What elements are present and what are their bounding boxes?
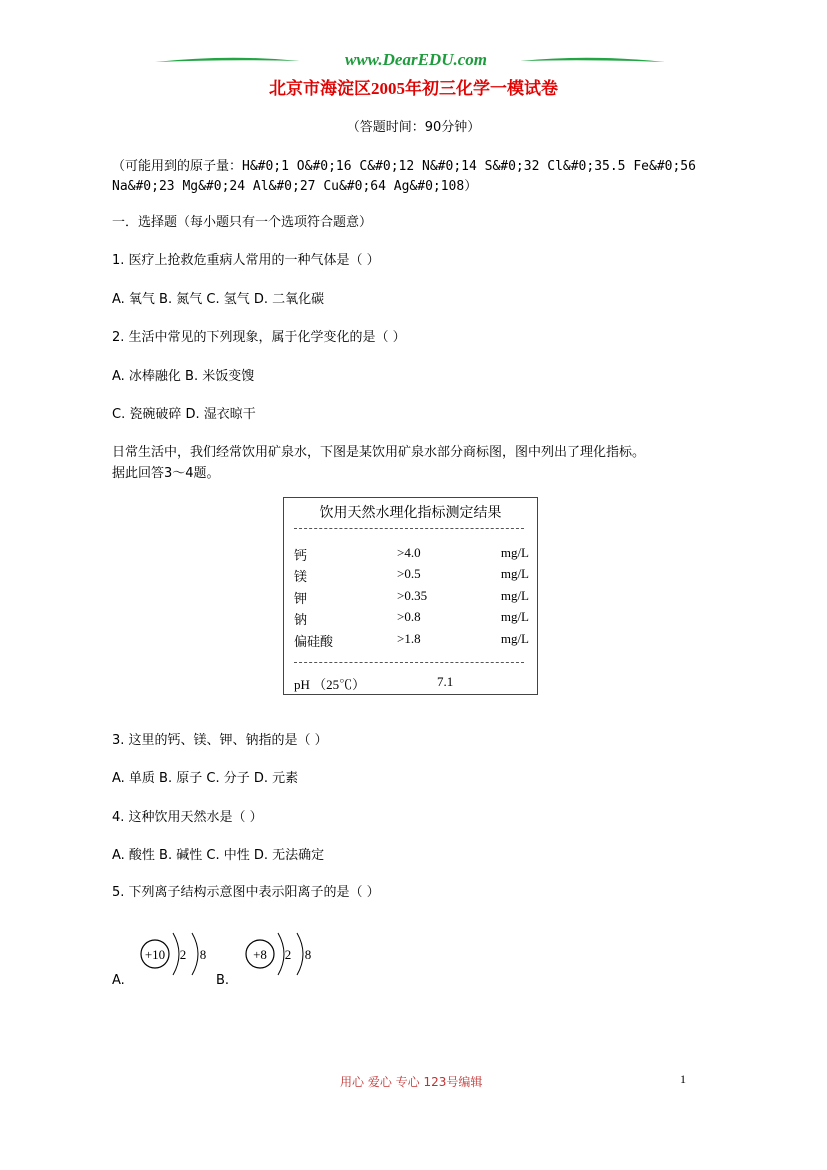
passage-line-2: 据此回答3～4题。: [112, 466, 220, 481]
shell-arc-1: [278, 933, 284, 975]
question-2-options-cd: C. 瓷碗破碎 D. 湿衣晾干: [112, 407, 256, 422]
question-2-options-ab: A. 冰棒融化 B. 米饭变馊: [112, 369, 255, 384]
nucleus-charge: +10: [144, 947, 166, 962]
shell-arc-2: [192, 933, 198, 975]
option-b-label: B.: [216, 973, 230, 988]
question-3-options: A. 单质 B. 原子 C. 分子 D. 元素: [112, 771, 299, 786]
shell-arc-2: [297, 933, 303, 975]
page-title: 北京市海淀区2005年初三化学一模试卷: [269, 79, 558, 98]
ion-diagram-a: [135, 925, 217, 985]
water-label-table: 饮用天然水理化指标测定结果 钙 >4.0 mg/L 镁 >0.5 mg/L 钾 >0.35 mg/L 钠 >0.8 mg/L 偏硅酸 >1.8 mg/L pH （25℃） 7.1: [283, 497, 538, 695]
table-divider-bottom: [294, 662, 524, 663]
page-number: 1: [680, 1072, 686, 1086]
shell-2-electrons: 8: [304, 947, 312, 962]
table-divider-top: [294, 528, 524, 529]
ion-diagram-b: [240, 925, 322, 985]
exam-duration: （答题时间：90分钟）: [346, 120, 481, 135]
question-4-options: A. 酸性 B. 碱性 C. 中性 D. 无法确定: [112, 848, 325, 863]
shell-1-electrons: 2: [179, 947, 187, 962]
table-title: 饮用天然水理化指标测定结果: [319, 506, 502, 521]
site-logo[interactable]: www.DearEDU.com: [345, 50, 487, 69]
question-1-stem: 1. 医疗上抢救危重病人常用的一种气体是（ ）: [112, 253, 380, 268]
section-heading: 一．选择题（每小题只有一个选项符合题意）: [112, 215, 373, 230]
nucleus-charge: +8: [253, 947, 267, 962]
question-4-stem: 4. 这种饮用天然水是（ ）: [112, 810, 263, 825]
option-a-label: A.: [112, 973, 125, 988]
shell-arc-1: [173, 933, 179, 975]
atomic-mass-line-1: （可能用到的原子量：H&#0;1 O&#0;16 C&#0;12 N&#0;14 S&#0;32 Cl&#0;35.5 Fe&#0;56: [112, 159, 696, 174]
question-5-stem: 5. 下列离子结构示意图中表示阳离子的是（ ）: [112, 885, 380, 900]
question-2-stem: 2. 生活中常见的下列现象，属于化学变化的是（ ）: [112, 330, 406, 345]
footer-slogan: 用心 爱心 专心 123号编辑: [340, 1075, 483, 1089]
passage-line-1: 日常生活中，我们经常饮用矿泉水，下图是某饮用矿泉水部分商标图，图中列出了理化指标。: [112, 445, 646, 460]
shell-1-electrons: 2: [284, 947, 292, 962]
question-1-options: A. 氧气 B. 氮气 C. 氢气 D. 二氧化碳: [112, 292, 325, 307]
shell-2-electrons: 8: [199, 947, 207, 962]
question-3-stem: 3. 这里的钙、镁、钾、钠指的是（ ）: [112, 733, 328, 748]
atomic-mass-line-2: Na&#0;23 Mg&#0;24 Al&#0;27 Cu&#0;64 Ag&#0;108）: [112, 179, 478, 194]
